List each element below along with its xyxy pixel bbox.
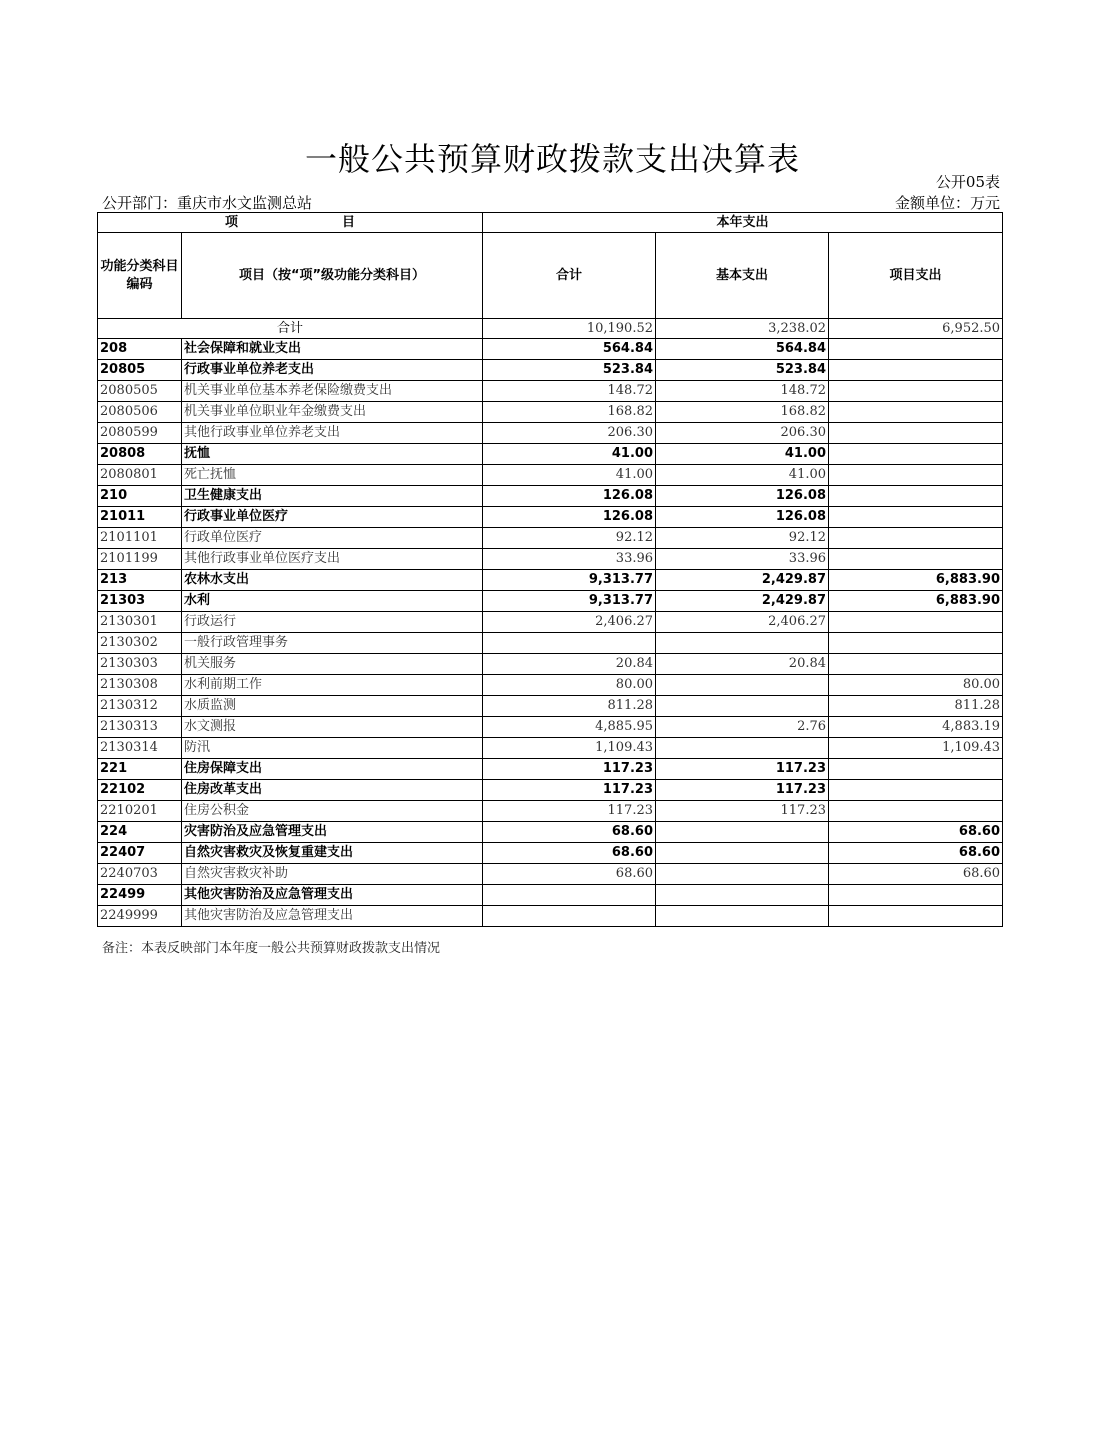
row-total: 68.60 <box>483 822 656 843</box>
row-code: 20805 <box>98 360 182 381</box>
row-name: 水利 <box>182 591 483 612</box>
row-basic <box>656 822 829 843</box>
row-total: 117.23 <box>483 801 656 822</box>
row-project: 68.60 <box>829 864 1003 885</box>
table-row <box>98 528 1003 549</box>
header-total: 合计 <box>483 233 656 319</box>
row-basic: 168.82 <box>656 402 829 423</box>
table-row <box>98 612 1003 633</box>
table-row <box>98 759 1003 780</box>
row-basic: 2,429.87 <box>656 570 829 591</box>
row-name: 机关事业单位职业年金缴费支出 <box>182 402 483 423</box>
row-name: 行政运行 <box>182 612 483 633</box>
total-basic: 3,238.02 <box>656 319 829 339</box>
row-total: 9,313.77 <box>483 570 656 591</box>
table-row <box>98 675 1003 696</box>
footnote: 备注：本表反映部门本年度一般公共预算财政拨款支出情况 <box>102 941 441 956</box>
table-row <box>98 822 1003 843</box>
row-code: 2101101 <box>98 528 182 549</box>
row-total: 168.82 <box>483 402 656 423</box>
row-basic <box>656 675 829 696</box>
table-row <box>98 843 1003 864</box>
row-project <box>829 507 1003 528</box>
row-code: 2130313 <box>98 717 182 738</box>
table-row <box>98 570 1003 591</box>
row-total: 9,313.77 <box>483 591 656 612</box>
row-total: 1,109.43 <box>483 738 656 759</box>
row-project <box>829 612 1003 633</box>
row-code: 221 <box>98 759 182 780</box>
row-name: 灾害防治及应急管理支出 <box>182 822 483 843</box>
row-code: 2130303 <box>98 654 182 675</box>
row-project <box>829 780 1003 801</box>
row-code: 22407 <box>98 843 182 864</box>
row-project <box>829 633 1003 654</box>
budget-table <box>97 212 1003 927</box>
row-total: 41.00 <box>483 444 656 465</box>
row-code: 2080506 <box>98 402 182 423</box>
row-project <box>829 654 1003 675</box>
table-row <box>98 423 1003 444</box>
row-basic: 148.72 <box>656 381 829 402</box>
total-label: 合计 <box>98 319 483 339</box>
row-basic: 2.76 <box>656 717 829 738</box>
row-basic: 564.84 <box>656 339 829 360</box>
row-name: 行政事业单位医疗 <box>182 507 483 528</box>
row-code: 21303 <box>98 591 182 612</box>
row-basic: 41.00 <box>656 465 829 486</box>
row-name: 住房保障支出 <box>182 759 483 780</box>
table-row <box>98 801 1003 822</box>
row-basic: 2,406.27 <box>656 612 829 633</box>
row-basic: 33.96 <box>656 549 829 570</box>
row-code: 20808 <box>98 444 182 465</box>
row-project <box>829 402 1003 423</box>
row-name: 住房改革支出 <box>182 780 483 801</box>
row-code: 2210201 <box>98 801 182 822</box>
row-basic: 126.08 <box>656 486 829 507</box>
row-total <box>483 885 656 906</box>
table-row <box>98 780 1003 801</box>
row-name: 住房公积金 <box>182 801 483 822</box>
row-project: 1,109.43 <box>829 738 1003 759</box>
row-name: 行政事业单位养老支出 <box>182 360 483 381</box>
header-year-group: 本年支出 <box>483 213 1003 233</box>
row-project: 68.60 <box>829 843 1003 864</box>
row-basic <box>656 906 829 927</box>
row-code: 2240703 <box>98 864 182 885</box>
row-code: 208 <box>98 339 182 360</box>
row-project <box>829 360 1003 381</box>
row-basic <box>656 696 829 717</box>
row-project: 68.60 <box>829 822 1003 843</box>
table-row <box>98 864 1003 885</box>
row-project <box>829 339 1003 360</box>
row-total: 68.60 <box>483 843 656 864</box>
header-code: 功能分类科目编码 <box>98 233 182 319</box>
row-project <box>829 801 1003 822</box>
total-project: 6,952.50 <box>829 319 1003 339</box>
row-project: 4,883.19 <box>829 717 1003 738</box>
table-row <box>98 633 1003 654</box>
table-row <box>98 696 1003 717</box>
row-code: 2101199 <box>98 549 182 570</box>
row-basic: 117.23 <box>656 801 829 822</box>
row-total: 80.00 <box>483 675 656 696</box>
unit-label: 金额单位：万元 <box>894 194 1000 212</box>
page-title: 一般公共预算财政拨款支出决算表 <box>304 140 800 178</box>
row-project <box>829 549 1003 570</box>
row-code: 2130308 <box>98 675 182 696</box>
table-row <box>98 591 1003 612</box>
table-row <box>98 507 1003 528</box>
row-basic: 117.23 <box>656 780 829 801</box>
row-project <box>829 423 1003 444</box>
row-basic <box>656 843 829 864</box>
row-total <box>483 906 656 927</box>
row-project <box>829 885 1003 906</box>
row-code: 2080599 <box>98 423 182 444</box>
row-project <box>829 444 1003 465</box>
row-basic: 126.08 <box>656 507 829 528</box>
row-project <box>829 759 1003 780</box>
row-basic: 41.00 <box>656 444 829 465</box>
row-code: 2130312 <box>98 696 182 717</box>
row-total: 4,885.95 <box>483 717 656 738</box>
header-basic: 基本支出 <box>656 233 829 319</box>
row-name: 抚恤 <box>182 444 483 465</box>
row-total: 41.00 <box>483 465 656 486</box>
row-total: 564.84 <box>483 339 656 360</box>
row-total: 126.08 <box>483 507 656 528</box>
row-total: 2,406.27 <box>483 612 656 633</box>
row-project: 6,883.90 <box>829 591 1003 612</box>
row-name: 其他行政事业单位医疗支出 <box>182 549 483 570</box>
row-project: 6,883.90 <box>829 570 1003 591</box>
row-code: 2130302 <box>98 633 182 654</box>
row-total: 117.23 <box>483 759 656 780</box>
row-code: 224 <box>98 822 182 843</box>
row-basic: 2,429.87 <box>656 591 829 612</box>
row-total: 811.28 <box>483 696 656 717</box>
row-code: 2130301 <box>98 612 182 633</box>
row-project <box>829 486 1003 507</box>
row-name: 其他行政事业单位养老支出 <box>182 423 483 444</box>
row-total: 148.72 <box>483 381 656 402</box>
row-name: 一般行政管理事务 <box>182 633 483 654</box>
table-row <box>98 381 1003 402</box>
row-total: 33.96 <box>483 549 656 570</box>
table-row <box>98 339 1003 360</box>
row-name: 行政单位医疗 <box>182 528 483 549</box>
row-project <box>829 906 1003 927</box>
header-name: 项目（按“项”级功能分类科目） <box>182 233 483 319</box>
row-total: 117.23 <box>483 780 656 801</box>
row-code: 2249999 <box>98 906 182 927</box>
row-name: 水文测报 <box>182 717 483 738</box>
table-row <box>98 906 1003 927</box>
row-code: 21011 <box>98 507 182 528</box>
total-row <box>98 319 1003 339</box>
row-name: 自然灾害救灾补助 <box>182 864 483 885</box>
row-basic <box>656 738 829 759</box>
row-basic: 523.84 <box>656 360 829 381</box>
table-row <box>98 465 1003 486</box>
table-row <box>98 486 1003 507</box>
row-code: 2080801 <box>98 465 182 486</box>
header-item-group: 项 目 <box>98 213 483 233</box>
row-total: 92.12 <box>483 528 656 549</box>
row-total: 68.60 <box>483 864 656 885</box>
row-name: 社会保障和就业支出 <box>182 339 483 360</box>
row-total: 20.84 <box>483 654 656 675</box>
row-basic: 117.23 <box>656 759 829 780</box>
form-number: 公开05表 <box>935 173 1000 191</box>
table-row <box>98 885 1003 906</box>
row-project: 80.00 <box>829 675 1003 696</box>
row-total: 206.30 <box>483 423 656 444</box>
row-basic: 206.30 <box>656 423 829 444</box>
row-name: 农林水支出 <box>182 570 483 591</box>
table-row <box>98 738 1003 759</box>
row-basic <box>656 864 829 885</box>
row-basic: 20.84 <box>656 654 829 675</box>
row-name: 自然灾害救灾及恢复重建支出 <box>182 843 483 864</box>
row-total <box>483 633 656 654</box>
row-project <box>829 465 1003 486</box>
row-name: 防汛 <box>182 738 483 759</box>
total-total: 10,190.52 <box>483 319 656 339</box>
table-row <box>98 360 1003 381</box>
row-code: 22499 <box>98 885 182 906</box>
row-project: 811.28 <box>829 696 1003 717</box>
row-name: 其他灾害防治及应急管理支出 <box>182 885 483 906</box>
row-name: 水利前期工作 <box>182 675 483 696</box>
row-code: 22102 <box>98 780 182 801</box>
table-row <box>98 444 1003 465</box>
row-code: 210 <box>98 486 182 507</box>
header-row-group <box>98 213 1003 233</box>
table-row <box>98 654 1003 675</box>
row-name: 机关服务 <box>182 654 483 675</box>
row-project <box>829 381 1003 402</box>
department-label: 公开部门：重庆市水文监测总站 <box>102 194 313 212</box>
row-basic <box>656 885 829 906</box>
row-name: 卫生健康支出 <box>182 486 483 507</box>
table-row <box>98 402 1003 423</box>
row-code: 2080505 <box>98 381 182 402</box>
row-code: 213 <box>98 570 182 591</box>
row-name: 死亡抚恤 <box>182 465 483 486</box>
row-total: 523.84 <box>483 360 656 381</box>
row-basic: 92.12 <box>656 528 829 549</box>
row-code: 2130314 <box>98 738 182 759</box>
row-name: 水质监测 <box>182 696 483 717</box>
row-total: 126.08 <box>483 486 656 507</box>
row-basic <box>656 633 829 654</box>
row-name: 机关事业单位基本养老保险缴费支出 <box>182 381 483 402</box>
row-name: 其他灾害防治及应急管理支出 <box>182 906 483 927</box>
header-row-columns <box>98 233 1003 319</box>
table-row <box>98 717 1003 738</box>
header-project: 项目支出 <box>829 233 1003 319</box>
row-project <box>829 528 1003 549</box>
table-row <box>98 549 1003 570</box>
